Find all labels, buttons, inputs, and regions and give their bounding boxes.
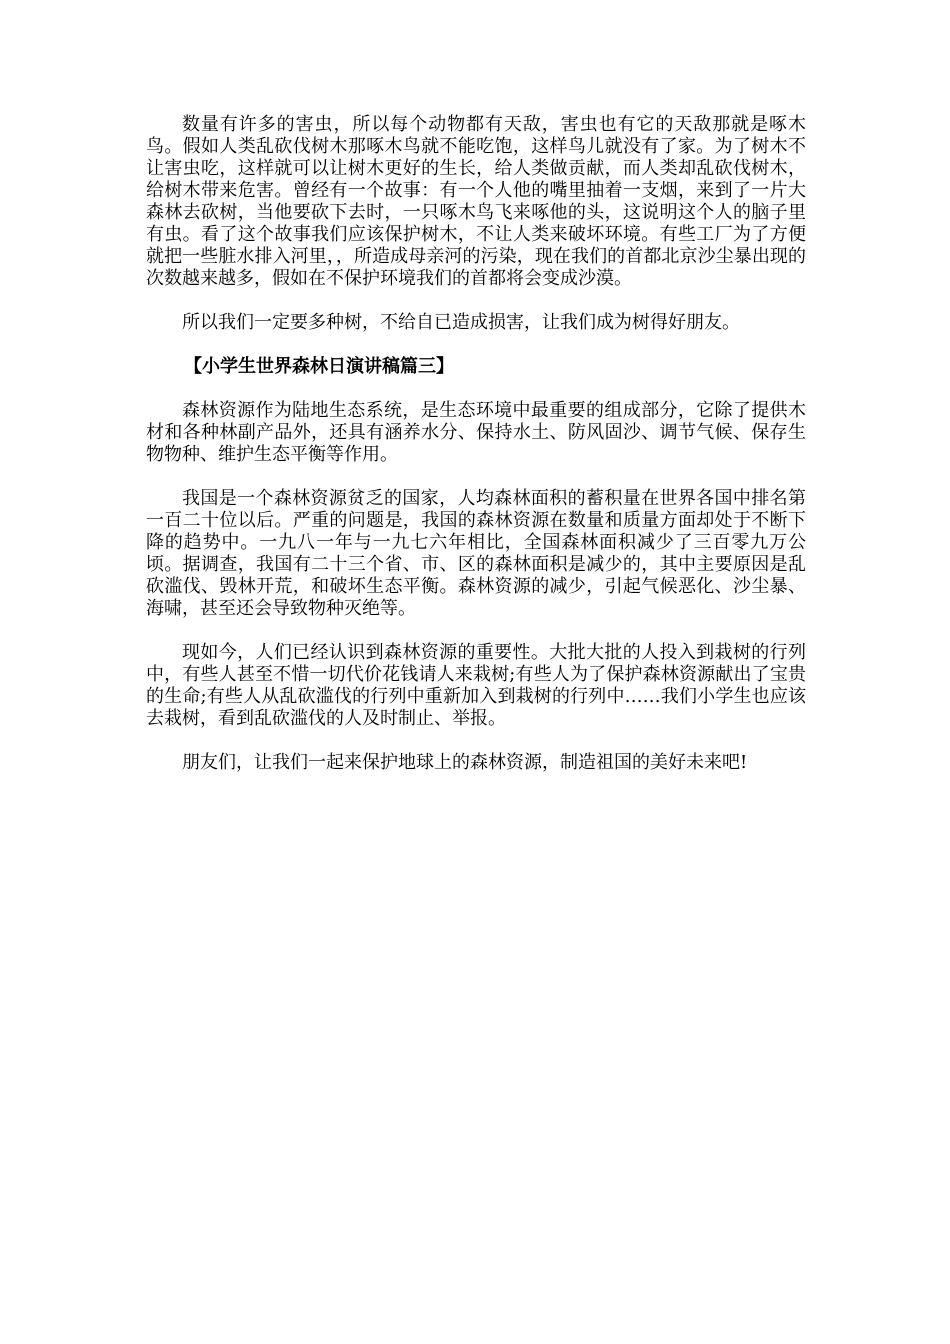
section-title: 【小学生世界森林日演讲稿篇三】 <box>184 356 454 377</box>
paragraph-forest-shortage: 我国是一个森林资源贫乏的国家，人均森林面积的蓄积量在世界各国中排名第一百二十位以后。严重的问题是，我国的森林资源在数量和质量方面却处于不断下降的趋势中。一九八一年与一九七六年相比，全国森林面积减少了三百零九万公顷。据调查，我国有二十三个省、市、区的森林面积是减少的，其中主要原因是乱砍滥伐、毁林开荒，和破坏生态平衡。森林资源的减少，引起气候恶化、沙尘暴、海啸，甚至还会导致物种灭绝等。 <box>146 488 806 619</box>
paragraph-forest-resources: 森林资源作为陆地生态系统，是生态环境中最重要的组成部分，它除了提供木材和各种林副产品外，还具有涵养水分、保持水土、防风固沙、调节气候、保存生物物种、维护生态平衡等作用。 <box>146 400 806 465</box>
paragraph-plant-trees: 所以我们一定要多种树，不给自已造成损害，让我们成为树得好朋友。 <box>182 312 740 333</box>
document-body <box>146 114 806 796</box>
paragraph-closing: 朋友们，让我们一起来保护地球上的森林资源，制造祖国的美好未来吧! <box>182 752 748 773</box>
paragraph-awareness: 现如今，人们已经认识到森林资源的重要性。大批大批的人投入到栽树的行列中，有些人甚至不惜一切代价花钱请人来栽树;有些人为了保护森林资源献出了宝贵的生命;有些人从乱砍滥伐的行列中重新加入到栽树的行列中……我们小学生也应该去栽树，看到乱砍滥伐的人及时制止、举报。 <box>146 642 806 729</box>
paragraph-woodpecker: 数量有许多的害虫，所以每个动物都有天敌，害虫也有它的天敌那就是啄木鸟。假如人类乱砍伐树木那啄木鸟就不能吃饱，这样鸟儿就没有了家。为了树木不让害虫吃，这样就可以让树木更好的生长，给人类做贡献，而人类却乱砍伐树木，给树木带来危害。曾经有一个故事：有一个人他的嘴里抽着一支烟，来到了一片大森林去砍树，当他要砍下去时，一只啄木鸟飞来啄他的头，这说明这个人的脑子里有虫。看了这个故事我们应该保护树木，不让人类来破坏环境。有些工厂为了方便就把一些脏水排入河里，，所造成母亲河的污染，现在我们的首都北京沙尘暴出现的次数越来越多，假如在不保护环境我们的首都将会变成沙漠。 <box>146 114 806 289</box>
